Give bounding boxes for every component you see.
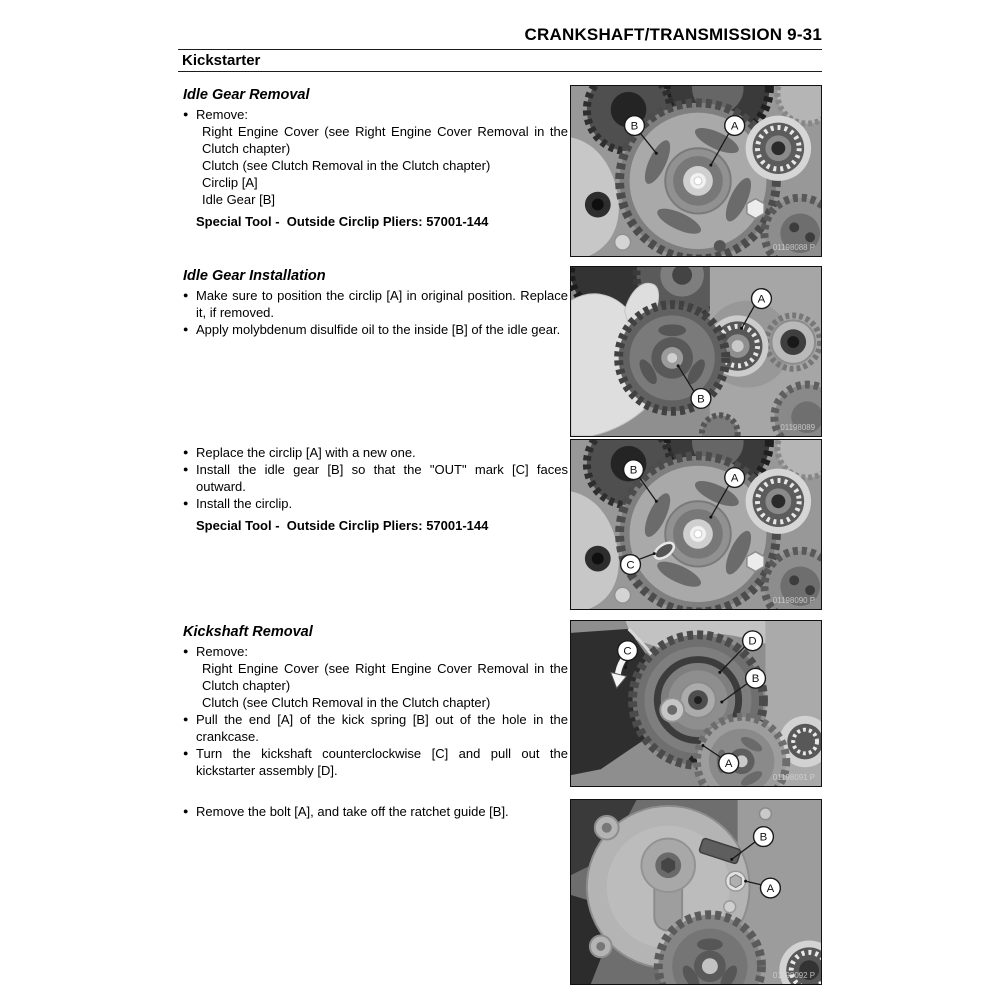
section-idle-gear-installation [183, 268, 568, 338]
figure-kickshaft-removal [570, 620, 822, 787]
section-divider [178, 71, 822, 72]
instruction-bullet: ● Install the circlip. [183, 495, 568, 512]
section-title: Kickstarter [182, 52, 261, 69]
figure-idle-gear-out-mark [570, 439, 822, 610]
hex-bolt [747, 199, 764, 219]
engine-photo-illustration [571, 440, 821, 609]
engine-photo-illustration [571, 267, 821, 436]
section-heading: Kickshaft Removal [183, 624, 313, 640]
instruction-bullet: ● Install the idle gear [B] so that the "OUT" mark [C] faces outward. [183, 461, 568, 495]
guide-bolt [726, 871, 746, 891]
section-kickshaft-removal [183, 624, 568, 779]
engine-photo-illustration [571, 86, 821, 256]
svg-text:A: A [730, 472, 739, 485]
svg-text:B: B [629, 464, 638, 477]
instruction-bullet: ● Apply molybdenum disulfide oil to the inside [B] of the idle gear. [183, 321, 568, 338]
engine-photo-illustration [571, 800, 821, 984]
svg-text:B: B [630, 120, 639, 133]
page-title: CRANKSHAFT/TRANSMISSION 9-31 [524, 25, 822, 44]
svg-text:A: A [724, 758, 733, 771]
engine-photo-illustration [571, 621, 821, 786]
bearing [746, 116, 811, 181]
remove-item: Right Engine Cover (see Right Engine Cover Removal in the Clutch chapter) [202, 124, 568, 156]
instruction-bullet: ● Turn the kickshaft counterclockwise [C] and pull out the kickstarter assembly [D]. [183, 745, 568, 779]
instruction-bullet: ● Replace the circlip [A] with a new one. [183, 444, 568, 461]
svg-text:B: B [697, 393, 705, 406]
remove-item: Clutch (see Clutch Removal in the Clutch chapter) [202, 695, 491, 710]
section-heading: Idle Gear Installation [183, 268, 326, 284]
remove-item: Clutch (see Clutch Removal in the Clutch chapter) [202, 158, 491, 173]
photo-id-watermark: 01198092 P [772, 971, 816, 981]
photo-id-watermark: 01198089 [780, 423, 816, 433]
special-tool-note: Special Tool - Outside Circlip Pliers: 57001-144 [196, 214, 489, 229]
hex-bolt [747, 552, 764, 572]
svg-text:A: A [757, 293, 766, 306]
svg-text:A: A [730, 120, 739, 133]
remove-item: Idle Gear [B] [202, 192, 275, 207]
remove-item: Right Engine Cover (see Right Engine Cover Removal in the Clutch chapter) [202, 661, 568, 693]
instruction-bullet: ● Remove: [183, 643, 568, 660]
svg-text:D: D [748, 635, 757, 648]
figure-idle-gear-removal [570, 85, 822, 257]
instruction-bullet: ● Remove the bolt [A], and take off the ratchet guide [B]. [183, 803, 568, 820]
instruction-bullet: ● Pull the end [A] of the kick spring [B] out of the hole in the crankcase. [183, 711, 568, 745]
svg-text:C: C [626, 559, 635, 572]
header-divider [178, 49, 822, 50]
bearing [746, 469, 811, 534]
photo-id-watermark: 01198090 P [772, 596, 816, 606]
remove-item: Circlip [A] [202, 175, 258, 190]
instruction-bullet: ● Make sure to position the circlip [A] in original position. Replace it, if removed. [183, 287, 568, 321]
section-ratchet-guide [183, 803, 568, 820]
figure-ratchet-guide [570, 799, 822, 985]
section-idle-gear-install-steps [183, 444, 568, 534]
idle-gear [620, 456, 777, 609]
figure-idle-gear-installation [570, 266, 822, 437]
svg-text:B: B [751, 673, 760, 686]
section-heading: Idle Gear Removal [183, 87, 310, 103]
photo-id-watermark: 01198088 P [772, 243, 816, 253]
svg-text:B: B [759, 831, 768, 844]
svg-text:A: A [766, 883, 775, 895]
section-idle-gear-removal [183, 87, 568, 230]
svg-text:C: C [623, 645, 632, 658]
instruction-bullet: ● Remove: [183, 106, 568, 123]
special-tool-note: Special Tool - Outside Circlip Pliers: 57001-144 [196, 518, 489, 533]
photo-id-watermark: 01198091 P [772, 773, 816, 783]
